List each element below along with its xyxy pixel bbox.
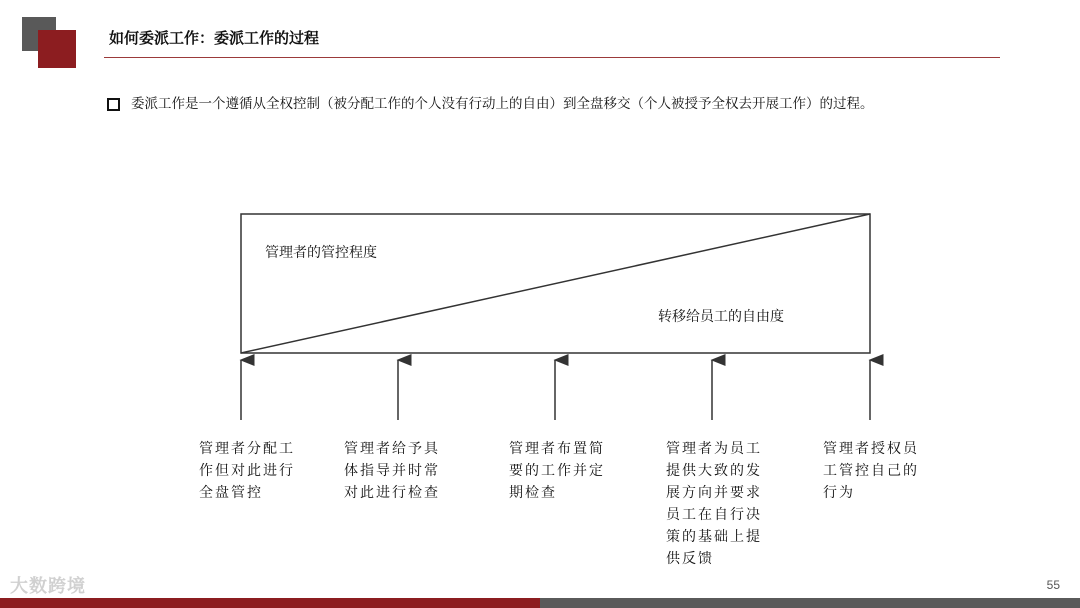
stage-description-4: 管理者为员工 提供大致的发 展方向并要求 员工在自行决 策的基础上提 供反馈 [666, 441, 762, 567]
page-number: 55 [1046, 578, 1060, 592]
employee-freedom-label: 转移给员工的自由度 [658, 309, 784, 325]
stage-description-5: 管理者授权员 工管控自己的 行为 [823, 441, 919, 501]
diagram-diagonal [241, 214, 870, 353]
stage-description-1: 管理者分配工 作但对此进行 全盘管控 [199, 441, 295, 501]
footer-bar-gray [540, 598, 1080, 608]
stage-description-3: 管理者布置简 要的工作并定 期检查 [509, 441, 605, 501]
bullet-text: 委派工作是一个遵循从全权控制（被分配工作的个人没有行动上的自由）到全盘移交（个人被授予全权去开展工作）的过程。 [131, 96, 874, 112]
page-title: 如何委派工作：委派工作的过程 [109, 29, 320, 47]
footer-bar-red [0, 598, 540, 608]
watermark: 大数跨境 [10, 576, 86, 597]
stage-description-2: 管理者给予具 体指导并时常 对此进行检查 [344, 441, 440, 501]
manager-control-label: 管理者的管控程度 [265, 245, 377, 261]
